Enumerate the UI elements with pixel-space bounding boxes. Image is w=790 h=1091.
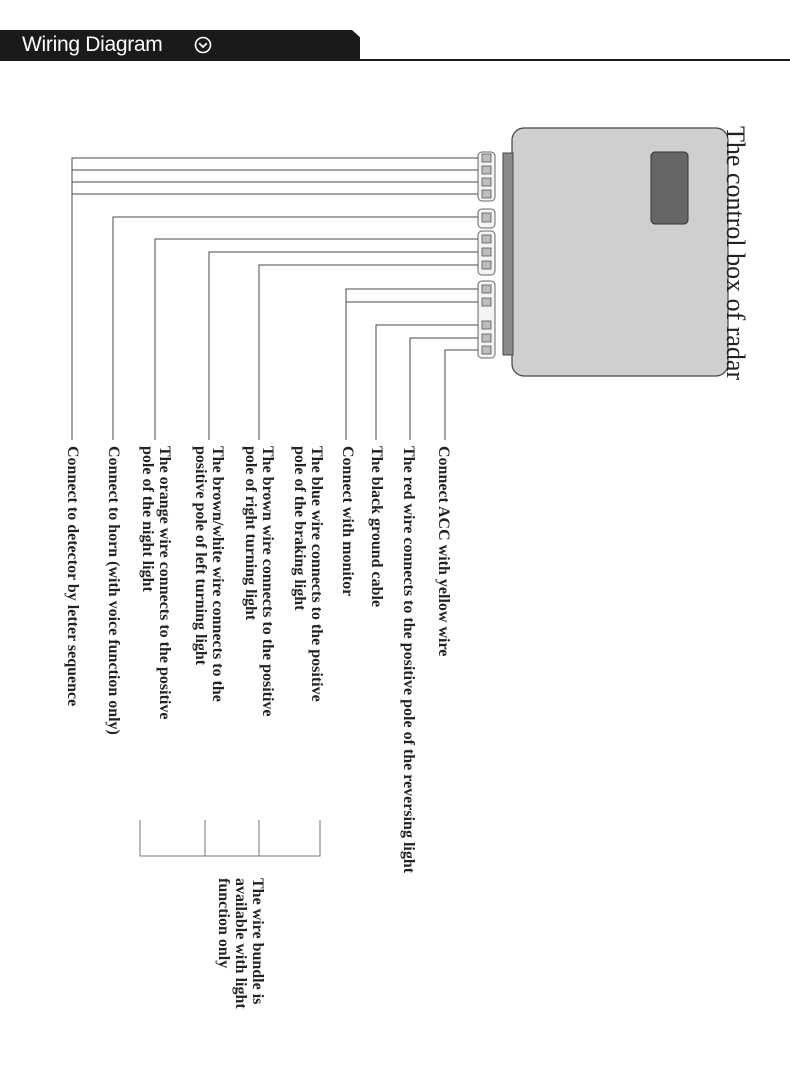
label-ground: The black ground cable (368, 446, 385, 608)
control-box (503, 128, 728, 376)
label-acc: Connect ACC with yellow wire (435, 446, 452, 657)
label-reversing: The red wire connects to the positive pole of the reversing light (400, 446, 417, 874)
label-night-light-line1: The orange wire connects to the positive (156, 446, 173, 720)
control-box-body (512, 128, 728, 376)
wires (72, 158, 478, 440)
wire-braking (346, 289, 478, 440)
label-right-turn-line1: The brown wire connects to the positive (259, 446, 276, 717)
light-bundle-bracket (140, 820, 320, 856)
label-monitor: Connect with monitor (339, 446, 356, 597)
wire-horn (113, 217, 478, 440)
label-braking-line1: The blue wire connects to the positive (308, 446, 325, 702)
control-box-title: The control box of radar (721, 126, 750, 381)
wire-acc (445, 350, 478, 440)
label-right-turn-line2: pole of right turning light (242, 446, 259, 621)
wire-night-light (155, 239, 478, 440)
wire-left-turn (209, 252, 478, 440)
label-braking-line2: pole of the braking light (291, 446, 308, 611)
wire-reversing (410, 338, 478, 440)
control-box-connector-strip (503, 153, 513, 355)
wire-ground (376, 325, 478, 440)
label-horn: Connect to horn (with voice function only) (105, 446, 122, 735)
note-line2: available with light (232, 878, 249, 1009)
header-title: Wiring Diagram (22, 33, 163, 56)
connector-pins (482, 154, 491, 354)
label-left-turn-line2: positive pole of left turning light (192, 446, 209, 666)
control-box-window (651, 152, 688, 224)
note-line1: The wire bundle is (249, 878, 266, 1005)
note-line3: function only (215, 878, 232, 969)
label-left-turn-line1: The brown/white wire connects to the (209, 446, 226, 702)
label-night-light-line2: pole of the night light (139, 446, 156, 592)
label-detector: Connect to detector by letter sequence (64, 446, 81, 707)
wire-detector-1 (72, 158, 478, 440)
